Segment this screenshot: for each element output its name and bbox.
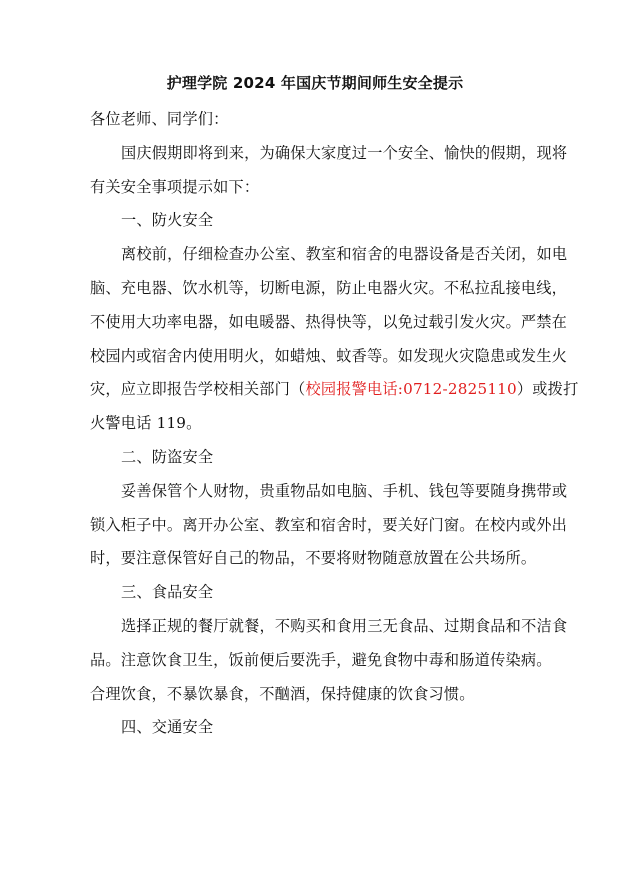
food-line-2: 品。注意饮食卫生，饭前便后要洗手，避免食物中毒和肠道传染病。: [90, 651, 552, 669]
fire-line-4: 校园内或宿舍内使用明火，如蜡烛、蚊香等。如发现火灾隐患或发生火: [90, 347, 568, 365]
section-heading-fire: 一、防火安全: [121, 211, 214, 229]
fire-line-3: 不使用大功率电器，如电暖器、热得快等，以免过载引发火灾。严禁在: [90, 313, 568, 331]
alarm-line-after: ）或拨打: [516, 380, 579, 398]
fire-last-line: 火警电话 119。: [90, 414, 202, 432]
section-heading-traffic: 四、交通安全: [121, 718, 214, 736]
food-line-3: 合理饮食，不暴饮暴食，不酗酒，保持健康的饮食习惯。: [90, 685, 475, 703]
document-title: 护理学院 2024 年国庆节期间师生安全提示: [166, 74, 464, 92]
theft-line-1: 妥善保管个人财物，贵重物品如电脑、手机、钱包等要随身携带或: [121, 482, 568, 500]
intro-line-2: 有关安全事项提示如下：: [90, 178, 260, 196]
campus-alarm-phone: 校园报警电话:0712-2825110: [305, 380, 517, 398]
salutation: 各位老师、同学们：: [90, 110, 229, 128]
theft-line-3: 时，要注意保管好自己的物品，不要将财物随意放置在公共场所。: [90, 549, 537, 567]
food-line-1: 选择正规的餐厅就餐，不购买和食用三无食品、过期食品和不洁食: [121, 617, 568, 635]
fire-alarm-line: [90, 378, 578, 400]
intro-line-1: 国庆假期即将到来，为确保大家度过一个安全、愉快的假期，现将: [121, 144, 568, 162]
section-heading-food: 三、食品安全: [121, 583, 214, 601]
alarm-line-before: 灾，应立即报告学校相关部门（: [90, 380, 306, 398]
section-heading-theft: 二、防盗安全: [121, 448, 214, 466]
theft-line-2: 锁入柜子中。离开办公室、教室和宿舍时，要关好门窗。在校内或外出: [90, 516, 568, 534]
fire-line-2: 脑、充电器、饮水机等，切断电源，防止电器火灾。不私拉乱接电线，: [90, 279, 568, 297]
fire-line-1: 离校前，仔细检查办公室、教室和宿舍的电器设备是否关闭，如电: [121, 245, 568, 263]
